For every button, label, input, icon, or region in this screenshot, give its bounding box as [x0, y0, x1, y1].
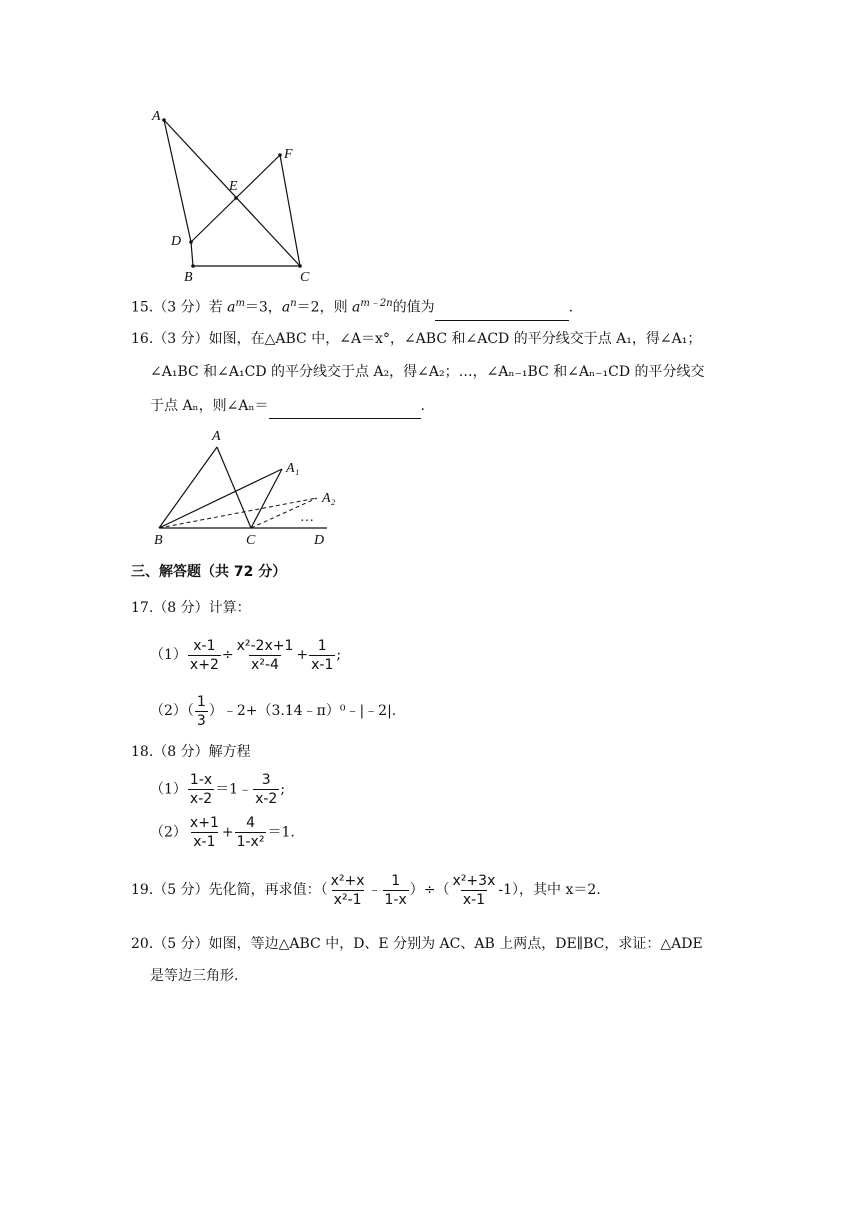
q18-p1-fraction-2: [253, 771, 279, 808]
label-A: A: [212, 429, 221, 444]
fraction-numerator: x²+x: [330, 872, 365, 889]
q18-number: 18.: [131, 744, 154, 760]
q15-exp-m2n: m﹣2n: [360, 298, 393, 309]
segment-FC: [280, 155, 300, 266]
label-A: A: [152, 109, 161, 124]
label-C: C: [246, 533, 256, 548]
fraction-denominator: x-1: [311, 656, 334, 673]
q16-end: .: [420, 398, 425, 414]
label-D: D: [171, 234, 182, 249]
q15-answer-blank[interactable]: [435, 300, 569, 321]
point-A: [162, 118, 166, 122]
label-F: F: [284, 147, 293, 162]
q19-fraction-2: [383, 872, 409, 909]
q19-mid: ）÷（: [409, 882, 450, 898]
fraction-denominator: 3: [196, 712, 206, 729]
label-dots: …: [300, 510, 314, 525]
q15-exp-n: n: [290, 298, 297, 309]
q18-part-1: [150, 771, 285, 808]
q17-prompt: 计算：: [208, 600, 251, 616]
question-20-line-2: [150, 966, 238, 986]
fraction-numerator: 3: [261, 772, 271, 788]
fraction-denominator: x-1: [462, 891, 486, 908]
q17-p1-plus: +: [296, 647, 309, 663]
fraction-numerator: x²+3x: [452, 872, 496, 889]
q15-var-a: a: [227, 299, 236, 316]
q15-tail: 的值为: [392, 299, 435, 316]
question-20-line-1: [131, 934, 703, 954]
q18-p2-plus: +: [221, 824, 234, 841]
q17-p1-label: （1）: [150, 647, 187, 663]
point-F: [278, 153, 282, 157]
fraction-numerator: x-1: [193, 637, 216, 654]
fraction-numerator: 1: [317, 637, 327, 654]
fraction-numerator: 4: [246, 815, 255, 831]
q19-fraction-1: [329, 872, 367, 909]
q19-prompt: 先化简，再求值：（: [208, 882, 328, 898]
q18-p2-end: ＝1.: [267, 824, 295, 841]
label-B: B: [184, 270, 193, 285]
q18-p2-fraction-2: [235, 814, 267, 851]
section-3-title: 三、解答题（共 72 分）: [131, 564, 287, 580]
fraction-denominator: x-2: [255, 791, 278, 807]
segment-BA: [159, 447, 217, 528]
q17-part-2: [150, 691, 396, 731]
question-19: [131, 870, 601, 910]
fraction-denominator: x²-4: [251, 656, 279, 673]
fraction-denominator: x-1: [193, 834, 216, 850]
q17-p2-fraction: [195, 693, 208, 730]
figure-2-angle-bisectors: [145, 425, 355, 550]
question-18: [131, 742, 251, 762]
q17-p2-rest: ）﹣2+（3.14﹣π）⁰﹣|﹣2|.: [208, 703, 397, 719]
q15-end: .: [568, 299, 574, 316]
fraction-numerator: 1-x: [189, 772, 213, 788]
label-D: D: [314, 533, 325, 548]
q17-number: 17.: [131, 600, 154, 616]
q17-score: （8 分）: [153, 600, 209, 616]
q16-line3: 于点 Aₙ，则∠Aₙ＝: [150, 398, 269, 414]
fraction-denominator: x+2: [189, 656, 219, 673]
q16-score: （3 分）: [153, 331, 209, 347]
segment-DB: [191, 242, 193, 266]
q20-number: 20.: [131, 936, 154, 952]
q19-tail: -1），其中 x＝2.: [498, 882, 601, 898]
segment-BA1: [159, 469, 282, 528]
q16-line1: 如图，在△ABC 中，∠A＝x°，∠ABC 和∠ACD 的平分线交于点 A₁，得∠A₁；: [208, 331, 702, 347]
q18-prompt: 解方程: [208, 744, 251, 760]
q17-p2-label: （2）（: [150, 703, 194, 719]
point-C: [298, 264, 302, 268]
question-15: [131, 294, 573, 321]
q18-p1-mid: ＝1﹣: [215, 781, 253, 798]
q19-minus: ﹣: [367, 882, 382, 898]
label-E: E: [229, 179, 238, 194]
question-16-line-3: [150, 396, 425, 419]
label-C: C: [300, 270, 310, 285]
q17-p1-fraction-1: [188, 637, 221, 674]
label-A2: A₂: [322, 491, 336, 506]
q15-number: 15.: [131, 299, 154, 316]
q20-score: （5 分）: [153, 936, 209, 952]
q18-part-2: [150, 814, 295, 851]
q15-eq2: ＝2，则: [296, 299, 353, 316]
point-E: [234, 196, 238, 200]
q20-line2: 是等边三角形.: [150, 968, 239, 984]
q15-exp-m: m: [235, 298, 245, 309]
segment-CA1: [251, 469, 282, 528]
q18-p1-end: ;: [280, 781, 286, 798]
q18-p2-label: （2）: [150, 824, 187, 841]
q18-p2-fraction-1: [188, 814, 221, 851]
fraction-numerator: x+1: [189, 815, 219, 831]
question-16-line-1: [131, 329, 701, 349]
q19-score: （5 分）: [153, 882, 209, 898]
fraction-denominator: 1-x²: [236, 834, 265, 850]
label-B: B: [154, 533, 163, 548]
q17-part-1: [150, 635, 341, 675]
label-A1: A₁: [286, 461, 300, 476]
q17-p1-end: ;: [336, 647, 342, 663]
segment-AD: [164, 120, 191, 242]
segment-BA2: [159, 498, 317, 528]
q15-var-a3: a: [352, 299, 361, 316]
q18-score: （8 分）: [153, 744, 209, 760]
fraction-denominator: x-2: [189, 791, 213, 807]
fraction-denominator: 1-x: [384, 891, 407, 908]
fraction-numerator: 1: [391, 872, 401, 889]
q15-var-a2: a: [281, 299, 291, 316]
q15-text: 若: [208, 299, 228, 316]
q15-eq1: ＝3，: [244, 299, 282, 316]
q20-line1: 如图，等边△ABC 中，D、E 分别为 AC、AB 上两点，DE∥BC，求证：△ADE: [208, 936, 703, 952]
q17-p1-fraction-3: [309, 637, 335, 674]
q18-p1-fraction-1: [188, 771, 214, 808]
q18-p1-label: （1）: [150, 781, 187, 798]
q16-line2: ∠A₁BC 和∠A₁CD 的平分线交于点 A₂，得∠A₂；…，∠Aₙ₋₁BC 和∠Aₙ₋₁CD 的平分线交: [150, 364, 705, 380]
q19-number: 19.: [131, 882, 154, 898]
fraction-numerator: 1: [196, 693, 206, 710]
q17-p1-fraction-2: [235, 637, 296, 674]
q16-answer-blank[interactable]: [269, 398, 421, 419]
fraction-numerator: x²-2x+1: [236, 637, 294, 654]
point-D: [189, 240, 193, 244]
point-B: [191, 264, 195, 268]
fraction-denominator: x²-1: [333, 891, 362, 908]
q19-fraction-3: [451, 872, 498, 909]
figure-1-geometry: [140, 100, 320, 285]
question-16-line-2: [150, 362, 705, 382]
q17-p1-divide: ÷: [221, 647, 234, 663]
q16-number: 16.: [131, 331, 154, 347]
question-17: [131, 598, 251, 618]
q15-score: （3 分）: [153, 299, 209, 316]
